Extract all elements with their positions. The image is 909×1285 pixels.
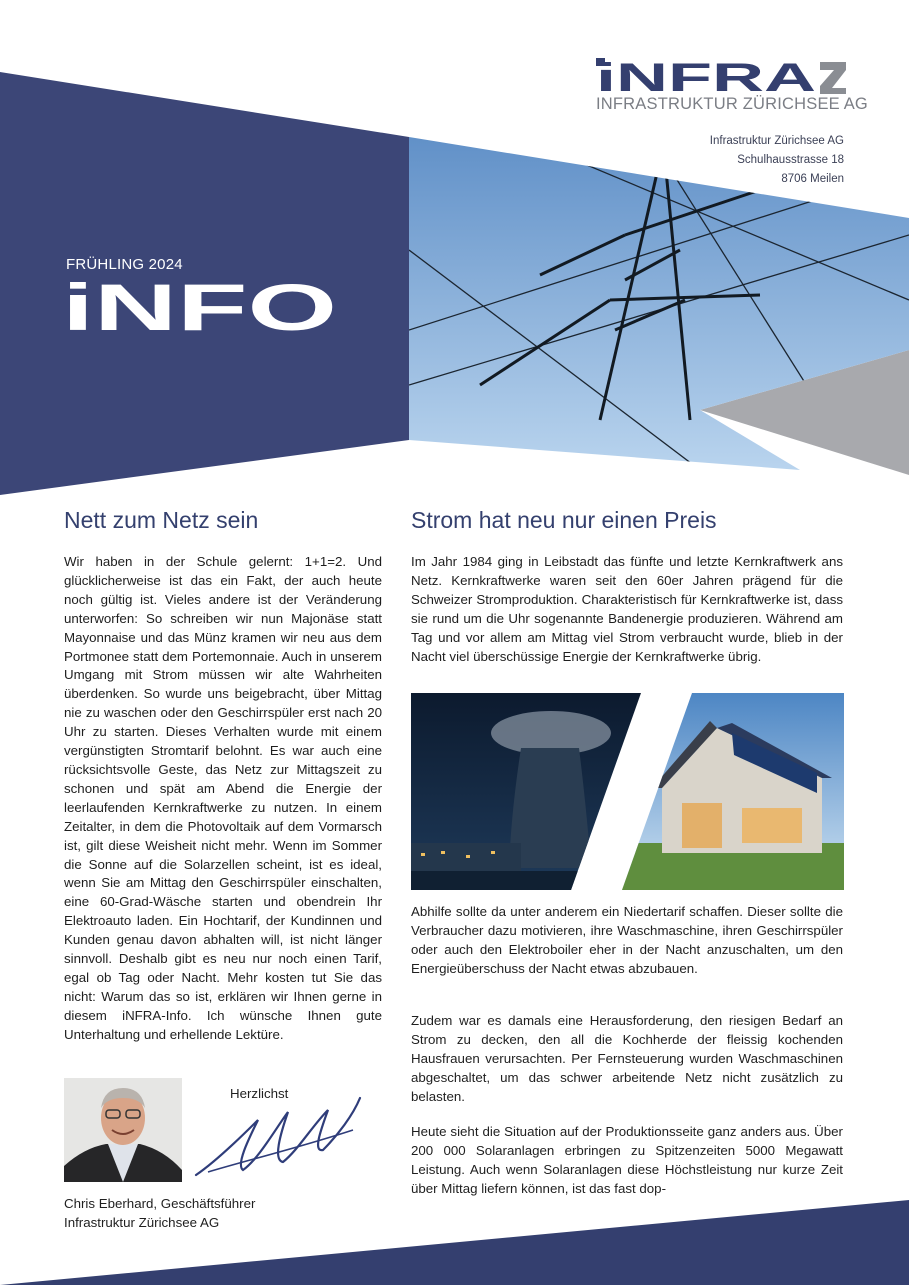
address-line: Schulhausstrasse 18 [737, 154, 844, 166]
right-article-paragraph-3: Zudem war es damals eine Herausforderung, den riesigen Bedarf an Strom zu decken, den all die Kochherde der fleissig kochenden Hausfrauen verursachten. Per Fernsteuerung wurden Waschmaschinen abgeschaltet, um das schwer arbeitende Netz nicht zusätzlich zu belasten. [411, 1013, 843, 1104]
signer-company: Infrastruktur Zürichsee AG [64, 1214, 220, 1230]
left-article-body: Wir haben in der Schule gelernt: 1+1=2. Und glücklicherweise ist das ein Fakt, der auch heute noch gültig ist. Vieles andere ist der Veränderung unterworfen: So schreiben wir nun Majonäse statt Mayonnaise und das Münz kramen wir neu aus dem Portmonee statt dem Portemonnaie. Auch in unserem Umgang mit Strom müssen wir alte Wahrheiten überdenken. So wurde uns beigebracht, über Mittag nie zu waschen oder den Geschirrspüler erst nach 20 Uhr zu starten. Dieses Verhalten wurde mit einem vergünstigten Stromtarif belohnt. Es war auch eine rücksichtsvolle Geste, das Netz zur Mittagszeit zu schonen und spät am Abend die Energie der leerlaufenden Kernkraftwerke zu nutzen. In einem Zeitalter, in dem die Photovoltaik auf dem Vormarsch ist, gilt diese Weisheit nicht mehr. Wenn im Sommer die Sonne auf die Solarzellen scheint, ist es ideal, wenn Sie am Mittag den Geschirrspüler einschalten, eine 60-Grad-Wäsche starten und obendrein Ihr Elektroauto laden. Ein Hochtarif, der Kundinnen und Kunden genau davon abhalten will, ist nicht länger sinnvoll. Deshalb gibt es neu nur noch einen Tarif, egal ob Tag oder Nacht. Mehr kosten tut Sie das nicht: Warum das so ist, erklären wir Ihnen gerne in diesem iNFRA-Info. Ich wünsche Ihnen gute Unterhaltung und erhellende Lektüre. [64, 554, 382, 1042]
logo-wordmark: iNFRA [596, 58, 816, 96]
signer-name: Chris Eberhard, Geschäftsführer [64, 1196, 256, 1211]
right-article-heading: Strom hat neu nur einen Preis [411, 507, 717, 533]
sender-address [640, 132, 844, 189]
infra-logo-icon [596, 58, 846, 96]
address-line: 8706 Meilen [781, 173, 844, 185]
greeting: Herzlichst [230, 1086, 289, 1101]
signature-icon [188, 1090, 368, 1185]
left-article-heading: Nett zum Netz sein [64, 507, 259, 533]
logo-subtitle: INFRASTRUKTUR ZÜRICHSEE AG [596, 95, 868, 113]
address-line: Infrastruktur Zürichsee AG [709, 135, 844, 147]
solar-house-image [622, 693, 844, 890]
info-title-text: iNFO [62, 280, 337, 336]
info-title [62, 280, 342, 336]
right-article-paragraph-1: Im Jahr 1984 ging in Leibstadt das fünfte und letzte Kernkraftwerk ans Netz. Kernkraftwerke waren seit den 60er Jahren prägend für die Schweizer Stromproduktion. Charakteristisch für Kernkraftwerke ist, dass sie rund um die Uhr sogenannte Bandenergie produzieren. Während am Tag und vor allem am Mittag viel Strom verbraucht wurde, blieb in der Nacht viel überschüssige Energie der Kernkraftwerke übrig. [411, 554, 843, 664]
issue-season: FRÜHLING 2024 [66, 256, 183, 273]
author-photo [64, 1078, 182, 1182]
right-article-paragraph-2: Abhilfe sollte da unter anderem ein Niedertarif schaffen. Dieser sollte die Verbraucher dazu motivieren, ihre Waschmaschine, ihren Geschirrspüler oder auch den Elektroboiler eher in der Nacht anzuschalten, um den Energieüberschuss der Nacht etwas abzubauen. [411, 904, 843, 976]
nuclear-plant-image [411, 693, 641, 890]
right-article-paragraph-4: Heute sieht die Situation auf der Produktionsseite ganz anders aus. Über 200 000 Solaranlagen erbringen zu Spitzenzeiten 5000 Megawatt Leistung. Auch wenn Solaranlagen diese Höchstleistung nur kurze Zeit über Mittag liefern können, ist das fast dop- [411, 1124, 843, 1196]
signer-block [64, 1195, 255, 1233]
